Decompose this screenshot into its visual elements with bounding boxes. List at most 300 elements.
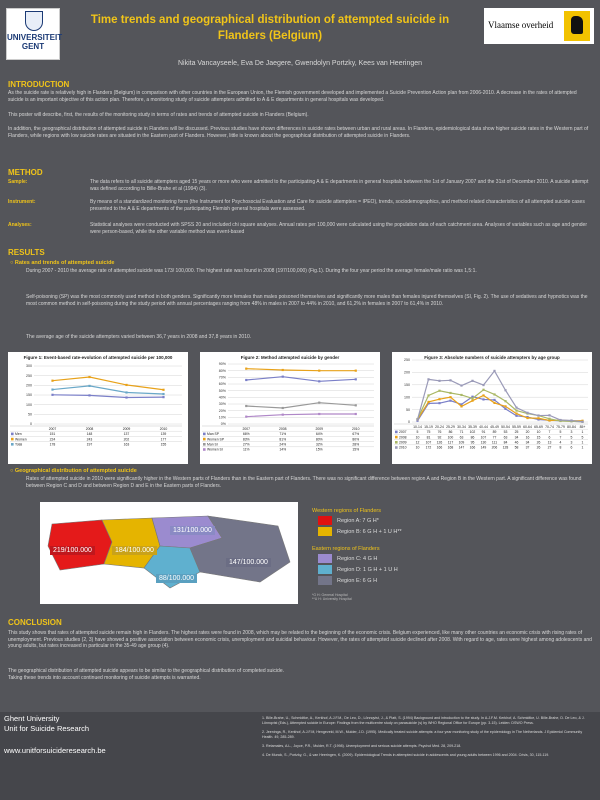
data-table-value: 206	[491, 445, 498, 450]
data-table-value: 71%	[279, 432, 287, 437]
data-point	[548, 418, 550, 420]
data-point	[245, 368, 247, 370]
logo-left-text: UNIVERSITEIT GENT	[7, 33, 63, 51]
data-table-value: 147	[458, 445, 465, 450]
data-point	[471, 400, 473, 402]
x-category-label: 35-39	[468, 424, 477, 429]
x-category-label: 10-14	[413, 424, 422, 429]
references	[262, 716, 592, 762]
figure-2-svg	[200, 352, 380, 464]
legend-item-region-a	[318, 516, 402, 525]
data-point	[449, 392, 451, 394]
data-table-value: 102	[469, 430, 476, 435]
data-table-value: 149	[480, 445, 487, 450]
figure-2-chart	[200, 352, 380, 464]
data-table-value: 81	[426, 435, 431, 440]
legend-series-name: Women SI	[207, 447, 223, 452]
logo-right-text: Vlaamse overheid	[488, 20, 554, 30]
region-c-rate	[170, 526, 215, 535]
x-category-label: 70-74	[545, 424, 554, 429]
data-table-value: 5	[559, 430, 562, 435]
subheading-rates-trends: ○ Rates and trends of attempted suicide	[10, 260, 115, 266]
data-table-value: 5	[416, 430, 419, 435]
legend-key	[203, 438, 206, 441]
instrument-label: Instrument:	[8, 199, 36, 205]
region-e-label: Region E: 6 G H	[337, 577, 378, 584]
data-table-value: 137	[123, 432, 130, 437]
region-e-swatch	[318, 576, 332, 585]
data-table-value: 4	[559, 440, 562, 445]
legend-key	[203, 433, 206, 436]
intro-paragraph-2: This poster will describe, first, the results of the monitoring study in terms of rates and trends of attempted suicide in Flanders (Belgium).	[8, 112, 309, 118]
results-paragraph-2: Self-poisoning (SP) was the most commonly used method in both genders. Significantly more females than males poisoned themselves and significantly more males than females injured themselves (SI, Fig. 2). The use of sedatives and hypnotics was the most common method in self-poisoning during the study period with annual percentages ranging from 48% in males in 2007 to 44% in 2010, and 61,2% in females in 2007 to 61,4% in 2010.	[26, 294, 588, 307]
poster-title: Time trends and geographical distribution of attempted suicide in Flanders (Belgium)	[90, 14, 450, 42]
data-point	[493, 402, 495, 404]
data-table-value: 95	[470, 440, 475, 445]
legend-series-name: 2007	[399, 430, 407, 435]
data-table-value: 5	[581, 435, 584, 440]
x-category-label: 2007	[242, 426, 251, 431]
y-tick-label: 70%	[218, 375, 226, 380]
reference-4: 4. De Munck, S., Portzky, G., & van Heeringen, K. (2009). Epidemiological Trends in attempted suicide in adolescents and young adults between 1996 and 2004. Crisis, 30, 115-119.	[262, 753, 550, 757]
data-point	[537, 417, 539, 419]
data-point	[427, 378, 429, 380]
series-line-women-si	[246, 414, 356, 417]
data-table-value: 107	[480, 435, 487, 440]
data-point	[51, 388, 53, 390]
figure-1-svg	[8, 352, 188, 464]
x-category-label: 2008	[85, 426, 94, 431]
legend-item-region-d	[318, 565, 402, 574]
legend-item-region-c	[318, 554, 402, 563]
data-table-value: 7	[559, 435, 562, 440]
data-table-value: 10	[415, 445, 420, 450]
y-tick-label: 200	[404, 370, 410, 375]
y-tick-label: 90%	[218, 362, 226, 367]
x-category-label: 80-84	[567, 424, 576, 429]
data-table-value: 83%	[242, 437, 250, 442]
data-point	[460, 405, 462, 407]
data-point	[537, 414, 539, 416]
y-tick-label: 0	[408, 420, 410, 425]
data-table-value: 163	[123, 442, 130, 447]
data-table-value: 71	[459, 430, 464, 435]
map-legend	[312, 508, 402, 601]
data-table-value: 86	[448, 430, 453, 435]
method-heading: METHOD	[8, 168, 43, 177]
legend-key	[203, 443, 206, 446]
intro-paragraph-1: As the suicide rate is relatively high in Flanders (Belgium) in comparison with other countries in the European Union, the Flemish government developed and implemented a Suicide Prevention Action plan from 2006-2010. A decrease in the rates of attempted suicide is an important objective of this action plan. Therefore, a monitoring study of suicide attempters admitted to A & E departments in general hospitals was developed.	[8, 90, 577, 103]
y-tick-label: 30%	[218, 402, 226, 407]
data-table-value: 46	[514, 440, 519, 445]
data-table-value: 27	[547, 445, 552, 450]
data-point	[482, 394, 484, 396]
legend-series-name: 2008	[399, 435, 407, 440]
data-table-value: 67%	[352, 432, 360, 437]
authors: Nikita Vancayseele, Eva De Jaegere, Gwendolyn Portzky, Kees van Heeringen	[177, 60, 423, 67]
x-category-label: 25-29	[446, 424, 455, 429]
data-table-value: 16	[525, 435, 530, 440]
series-line-2010	[418, 371, 583, 422]
footer-website-link[interactable]: www.unitforsuicideresearch.be	[4, 746, 106, 755]
data-table-value: 1	[581, 445, 584, 450]
analyses-text: Statistical analyses were conducted with SPSS 20 and included chi square analyses. Annual rates per 100,000 were calculated using the population data of each catchment area. Analyses of variables such as age and gender were person-based, while the other variable method was event-based	[90, 222, 587, 235]
footer-university: Ghent University	[4, 714, 60, 723]
data-point	[318, 380, 320, 382]
data-point	[427, 394, 429, 396]
region-b-rate	[112, 546, 157, 555]
figure-1-chart	[8, 352, 188, 464]
data-table-value: 37	[525, 445, 530, 450]
data-point	[355, 404, 357, 406]
intro-paragraph-3: In addition, the geographical distribution of attempted suicide in Flanders will be discussed. Previous studies have shown differences in suicide rates between urban and rural areas. In Flanders, epidemiological data show higher suicide rates in the Western part of Flanders, while regions with low suicide rates are situated in the Eastern part of Flanders. However, little is known about the geographical distribution of attempted suicide in Flanders.	[8, 126, 589, 139]
data-point	[438, 390, 440, 392]
data-table-value: 25	[514, 430, 519, 435]
data-point	[416, 418, 418, 420]
series-line-men	[53, 395, 164, 398]
y-tick-label: 60%	[218, 382, 226, 387]
x-category-label: 85+	[579, 424, 586, 429]
y-tick-label: 300	[26, 364, 32, 369]
data-point	[460, 394, 462, 396]
x-category-label: 75-79	[556, 424, 565, 429]
data-table-value: 7	[548, 430, 551, 435]
data-point	[548, 414, 550, 416]
reference-3: 3. Retamales, A.L., Joyce, P.R., Mulder, R.T. (1998). Unemployment and serious suicide attempts. Psychol Med. 28, 209-218.	[262, 744, 462, 748]
data-table-value: 58	[514, 445, 519, 450]
region-a-swatch	[318, 516, 332, 525]
data-table-value: 34	[514, 435, 519, 440]
data-point	[493, 370, 495, 372]
data-point	[471, 397, 473, 399]
data-table-value: 92	[437, 435, 442, 440]
flemish-lion-icon	[564, 11, 590, 41]
data-point	[504, 400, 506, 402]
data-point	[125, 384, 127, 386]
data-point	[515, 409, 517, 411]
data-table-value: 111	[491, 440, 498, 445]
legend-key	[395, 446, 398, 449]
data-table-value: 117	[447, 440, 454, 445]
data-point	[482, 389, 484, 391]
data-point	[449, 379, 451, 381]
data-table-value: 224	[49, 437, 56, 442]
data-point	[282, 414, 284, 416]
y-tick-label: 50	[28, 412, 32, 417]
reference-1: 1. Bille-Brahe, U., Schmidtke, A., Kerkhof, A.J.F.M., De Leo, D., Lönnqvist, J., & Platt, S. (1994) Background and introduction to the study. In A.J.F.M. Kerkhof, A. Schmidtke, U. Bille-Brahe, D. De Leo, & J. Lönnqvist (Eds.), Attempted suicide in Europe: Findings from the multicentre study on parasuicide (s) by WHO Regional Office for Europe (pp. 3-15). Leiden: DSWO Press.	[262, 716, 585, 725]
legend-series-name: 2009	[399, 440, 407, 445]
footnote-gh: *G H: General Hospital	[312, 593, 348, 597]
results-heading: RESULTS	[8, 248, 45, 257]
x-category-label: 60-64	[523, 424, 532, 429]
conclusion-paragraph-1: This study shows that rates of attempted suicide remain high in Flanders. The highest rates were found in 2008, which may be related to the beginning of the economic crisis. Belgium experienced, like many other countries an economic crisis with rising rates of unemployment. Previous studies (2, 3) have showed a positive association between economic crisis, unemployment and suicidal behaviour. However, the rates of attempted suicide declined after 2008. With regard to age, rates were highest among adolescents and young adults, but rates increased in particular in the 35-49 age group (4).	[8, 630, 592, 649]
data-table-value: 10	[415, 435, 420, 440]
legend-series-name: Man SI	[207, 442, 218, 447]
results-paragraph-3: The average age of the suicide attempters varied between 36,7 years in 2008 and 37,8 years in 2010.	[26, 334, 252, 340]
data-table-value: 81%	[279, 437, 287, 442]
data-table-value: 75	[426, 430, 431, 435]
legend-series-name: Man SP	[207, 432, 220, 437]
x-category-label: 45-49	[490, 424, 499, 429]
data-table-value: 109	[458, 440, 465, 445]
y-tick-label: 150	[26, 393, 32, 398]
region-e-rate	[226, 558, 271, 567]
data-table-value: 12	[415, 440, 420, 445]
data-point	[355, 378, 357, 380]
data-table-value: 24%	[279, 442, 287, 447]
figure-3-chart	[392, 352, 592, 464]
legend-key	[11, 438, 14, 441]
data-point	[471, 380, 473, 382]
region-e-rate-text: 147/100.000	[229, 559, 268, 566]
results-paragraph-4: Rates of attempted suicide in 2010 were significantly higher in the Western parts of Flanders than in the Eastern part of Flanders. There was no significant difference between region A and Region B in the Western part. A significant difference was found between Region C and D and between Region D and E in the Eastern parts of Flanders.	[26, 476, 582, 489]
data-point	[162, 396, 164, 398]
data-table-value: 15%	[315, 447, 323, 452]
data-point	[559, 419, 561, 421]
data-table-value: 86	[470, 435, 475, 440]
y-tick-label: 150	[404, 383, 410, 387]
data-point	[515, 407, 517, 409]
figure-2-title: Figure 2: Method attempted suicide by gender	[240, 355, 340, 360]
data-table-value: 64%	[315, 432, 323, 437]
data-table-value: 34	[525, 440, 530, 445]
data-table-value: 15	[536, 435, 541, 440]
legend-key	[395, 436, 398, 439]
subheading-geographical: ○ Geographical distribution of attempted suicide	[10, 468, 137, 474]
data-table-value: 178	[49, 442, 56, 447]
region-c-rate-text: 131/100.000	[173, 527, 212, 534]
data-point	[438, 402, 440, 404]
data-point	[282, 407, 284, 409]
y-tick-label: 100	[404, 395, 410, 400]
sample-text: The data refers to all suicide attempters aged 15 years or more who were admitted to the participating A & E departments in general hospitals between the 1st of January 2007 and the 31st of December 2010. A suicide attempt was defined according to Bille-Brahe et al (1994) (3).	[90, 179, 589, 192]
x-category-label: 55-59	[512, 424, 521, 429]
data-point	[493, 399, 495, 401]
legend-key	[395, 441, 398, 444]
region-d-rate-text: 88/100.000	[159, 575, 195, 582]
region-d-swatch	[318, 565, 332, 574]
data-point	[245, 416, 247, 418]
data-table-value: 3	[570, 430, 573, 435]
figure-1-title: Figure 1: Event-based rate-evolution of attempted suicide per 100,000	[23, 355, 173, 360]
data-table-value: 63	[459, 435, 464, 440]
data-point	[88, 385, 90, 387]
data-table-value: 89	[492, 430, 497, 435]
data-table-value: 28%	[352, 442, 360, 447]
data-point	[162, 393, 164, 395]
x-category-label: 2010	[159, 426, 168, 431]
legend-key	[203, 448, 206, 451]
data-table-value: 155	[160, 442, 167, 447]
region-b-swatch	[318, 527, 332, 536]
legend-series-name: 2010	[399, 445, 407, 450]
data-table-value: 53	[503, 430, 508, 435]
data-point	[125, 391, 127, 393]
region-b-label: Region B: 6 G H + 1 U H**	[337, 528, 402, 535]
data-table-value: 168	[447, 445, 454, 450]
series-line-man-si	[246, 403, 356, 408]
x-category-label: 40-44	[479, 424, 488, 429]
figure-3-svg	[392, 352, 592, 464]
data-table-value: 8	[559, 445, 562, 450]
data-table-value: 1	[581, 440, 584, 445]
analyses-label: Analyses:	[8, 222, 32, 228]
region-a-rate-text: 219/100.000	[53, 547, 92, 554]
data-point	[581, 421, 583, 423]
flanders-map	[40, 502, 298, 604]
x-category-label: 15-19	[424, 424, 433, 429]
series-line-women-sp	[246, 369, 356, 371]
data-point	[88, 394, 90, 396]
x-category-label: 2009	[122, 426, 131, 431]
data-table-value: 172	[425, 445, 432, 450]
eastern-regions-heading: Eastern regions of Flanders	[312, 546, 380, 552]
data-table-value: 20	[525, 430, 530, 435]
data-point	[482, 398, 484, 400]
ghent-university-logo	[6, 8, 63, 60]
university-crest-icon	[25, 11, 43, 31]
data-point	[460, 384, 462, 386]
data-point	[51, 394, 53, 396]
series-line-2008	[418, 395, 583, 420]
data-point	[51, 380, 53, 382]
legend-key	[395, 431, 398, 434]
x-category-label: 2009	[315, 426, 324, 431]
data-point	[88, 376, 90, 378]
data-table-value: 128	[502, 445, 509, 450]
sample-label: Sample:	[8, 179, 28, 185]
y-tick-label: 200	[26, 383, 32, 388]
data-table-value: 107	[425, 440, 432, 445]
data-point	[504, 389, 506, 391]
y-tick-label: 50%	[218, 388, 226, 393]
y-tick-label: 80%	[218, 368, 226, 373]
x-category-label: 50-54	[501, 424, 510, 429]
legend-series-name: Men	[15, 432, 22, 437]
region-a-label: Region A: 7 G H*	[337, 517, 379, 524]
data-table-value: 91	[481, 430, 486, 435]
data-point	[449, 400, 451, 402]
data-table-value: 126	[436, 440, 443, 445]
region-d-rate	[156, 574, 197, 583]
conclusion-paragraph-2: The geographical distribution of attempted suicide appears to be similar to the geographical distribution of completed suicide.	[8, 668, 284, 674]
data-table-value: 14%	[279, 447, 287, 452]
x-category-label: 2007	[48, 426, 57, 431]
data-table-value: 130	[480, 440, 487, 445]
data-point	[282, 369, 284, 371]
data-table-value: 139	[160, 432, 167, 437]
conclusion-heading: CONCLUSION	[8, 618, 62, 627]
data-table-value: 100	[447, 435, 454, 440]
y-tick-label: 20%	[218, 408, 226, 413]
data-point	[504, 408, 506, 410]
data-table-value: 63	[503, 435, 508, 440]
footnote-uh: **U H: University Hospital	[312, 597, 352, 601]
data-point	[162, 389, 164, 391]
x-category-label: 65-69	[534, 424, 543, 429]
legend-series-name: Total	[15, 442, 23, 447]
data-point	[427, 401, 429, 403]
y-tick-label: 50	[406, 407, 410, 412]
data-point	[125, 396, 127, 398]
data-table-value: 77	[492, 435, 497, 440]
data-point	[515, 412, 517, 414]
data-point	[449, 396, 451, 398]
subheading-rates-trends-text: Rates and trends of attempted suicide	[14, 260, 115, 266]
data-point	[282, 376, 284, 378]
data-point	[245, 405, 247, 407]
data-point	[570, 419, 572, 421]
data-table-value: 11%	[242, 447, 250, 452]
data-table-value: 202	[123, 437, 130, 442]
data-point	[318, 413, 320, 415]
vlaamse-overheid-logo	[484, 8, 594, 44]
data-table-value: 26	[536, 440, 541, 445]
data-table-value: 166	[469, 445, 476, 450]
series-line-2009	[418, 390, 583, 422]
results-paragraph-1: During 2007 - 2010 the average rate of attempted suicide was 173/ 100,000. The highest rate was found in 2008 (197/100,000) (Fig.1). During the four year period the average female/male ratio was 1,5:1.	[26, 268, 477, 274]
data-point	[526, 417, 528, 419]
data-point	[493, 393, 495, 395]
data-point	[526, 412, 528, 414]
region-b-rate-text: 184/100.000	[115, 547, 154, 554]
data-table-value: 1	[581, 430, 584, 435]
y-tick-label: 0%	[220, 422, 226, 427]
data-point	[438, 380, 440, 382]
conclusion-paragraph-3: Taking these trends into account continued monitoring of suicide attempts is warranted.	[8, 675, 201, 681]
data-table-value: 243	[86, 437, 93, 442]
data-table-value: 15%	[352, 447, 360, 452]
legend-key	[11, 443, 14, 446]
data-table-value: 76	[437, 430, 442, 435]
data-table-value: 26	[536, 445, 541, 450]
region-d-label: Region D: 1 G H + 1 U H	[337, 566, 398, 573]
x-category-label: 30-34	[457, 424, 466, 429]
y-tick-label: 250	[26, 373, 32, 378]
subheading-geographical-text: Geographical distribution of attempted suicide	[14, 468, 137, 474]
y-tick-label: 250	[404, 358, 410, 363]
data-table-value: 32%	[315, 442, 323, 447]
data-point	[482, 384, 484, 386]
series-line-2007	[418, 397, 583, 422]
legend-key	[11, 433, 14, 436]
data-table-value: 13	[547, 440, 552, 445]
x-category-label: 20-24	[435, 424, 444, 429]
data-point	[438, 398, 440, 400]
region-c-swatch	[318, 554, 332, 563]
x-category-label: 2008	[278, 426, 287, 431]
data-table-value: 84	[503, 440, 508, 445]
data-table-value: 166	[436, 445, 443, 450]
data-table-value: 177	[160, 437, 167, 442]
data-table-value: 3	[570, 440, 573, 445]
footer-contact	[4, 714, 244, 756]
data-table-value: 5	[570, 435, 573, 440]
data-point	[504, 405, 506, 407]
data-table-value: 27%	[242, 442, 250, 447]
data-point	[355, 413, 357, 415]
data-point	[318, 402, 320, 404]
data-point	[355, 370, 357, 372]
data-point	[245, 379, 247, 381]
legend-series-name: Women SP	[207, 437, 225, 442]
western-regions-heading: Western regions of Flanders	[312, 508, 381, 514]
data-table-value: 151	[49, 432, 56, 437]
y-tick-label: 100	[26, 402, 32, 407]
legend-series-name: Women	[15, 437, 27, 442]
x-category-label: 2010	[351, 426, 360, 431]
y-tick-label: 0	[30, 422, 32, 427]
